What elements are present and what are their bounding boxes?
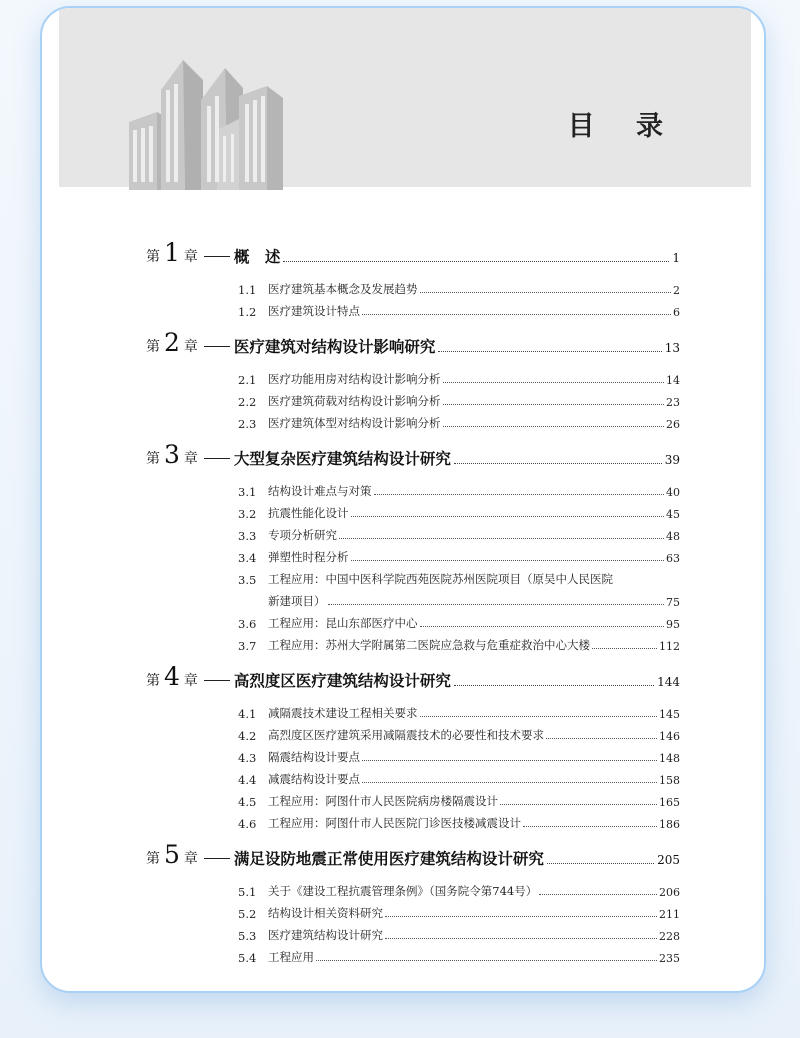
chapter-entry[interactable] [146,441,680,469]
dot-leader [420,716,658,717]
section-entry[interactable] [238,409,680,431]
section-page-number: 158 [659,774,680,787]
section-entry[interactable] [238,365,680,387]
section-number: 3.3 [238,529,257,543]
dot-leader [443,426,665,427]
chapter-title: 高烈度区医疗建筑结构设计研究 [233,671,451,690]
section-title: 医疗建筑荷载对结构设计影响分析 [268,394,441,408]
chapter-prefix: 第 [146,249,160,265]
section-number: 4.1 [238,707,257,721]
dot-leader [546,738,657,739]
section-list [238,365,680,431]
chapter-suffix: 章 [183,339,198,355]
dot-leader [443,404,665,405]
dot-leader [500,804,657,805]
section-entry[interactable] [238,877,680,899]
section-entry[interactable] [238,787,680,809]
dot-leader [592,648,657,649]
section-title-continued: 新建项目） [268,594,326,608]
section-page-number: 148 [659,752,680,765]
section-number: 2.3 [238,417,257,431]
section-entry[interactable] [238,631,680,653]
chapter-page-number: 1 [672,251,680,265]
section-page-number: 165 [659,796,680,809]
chapter-entry[interactable] [146,239,680,267]
chapter-number: 3 [164,440,180,469]
chapter-number: 5 [164,840,180,869]
chapter-number: 1 [164,238,180,267]
section-list [238,877,680,965]
section-number: 1.1 [238,283,257,297]
chapter-block [42,441,764,653]
chapter-prefix: 第 [146,339,160,355]
section-entry[interactable] [238,521,680,543]
section-number: 2.2 [238,395,257,409]
chapter-dash [204,858,230,859]
page-title: 目 录 [567,111,679,142]
section-number: 4.5 [238,795,257,809]
section-number: 3.5 [238,573,257,587]
chapter-title: 满足设防地震正常使用医疗建筑结构设计研究 [233,849,544,868]
dot-leader [385,938,657,939]
section-title: 减震结构设计要点 [268,772,360,786]
chapter-suffix: 章 [183,451,198,467]
section-title: 工程应用：阿图什市人民医院病房楼隔震设计 [268,794,498,808]
section-page-number: 63 [666,552,680,565]
section-title: 工程应用：阿图什市人民医院门诊医技楼减震设计 [268,816,521,830]
section-entry[interactable] [238,477,680,499]
section-page-number: 146 [659,730,680,743]
section-entry[interactable] [238,499,680,521]
chapter-prefix: 第 [146,851,160,867]
chapter-page-number: 13 [664,341,680,355]
table-of-contents [42,239,764,975]
dot-leader [454,463,662,464]
section-number: 2.1 [238,373,257,387]
chapter-number: 4 [164,662,180,691]
section-title: 抗震性能化设计 [268,506,349,520]
dot-leader [362,760,657,761]
section-number: 5.2 [238,907,257,921]
section-page-number: 6 [673,306,680,319]
dot-leader [362,314,671,315]
dot-leader [420,626,665,627]
section-entry[interactable] [238,809,680,831]
section-page-number: 206 [659,886,680,899]
section-title: 工程应用：苏州大学附属第二医院应急救与危重症救治中心大楼 [268,638,590,652]
dot-leader [438,351,661,352]
dot-leader [523,826,657,827]
chapter-dash [204,346,230,347]
dot-leader [443,382,665,383]
section-entry[interactable] [238,297,680,319]
dot-leader [385,916,657,917]
section-entry[interactable] [238,565,680,609]
chapter-prefix: 第 [146,673,160,689]
section-entry[interactable] [238,721,680,743]
section-number: 3.2 [238,507,257,521]
section-number: 5.3 [238,929,257,943]
section-number: 4.4 [238,773,257,787]
section-page-number: 75 [666,596,680,609]
section-page-number: 228 [659,930,680,943]
chapter-dash [204,458,230,459]
chapter-block [42,239,764,319]
section-number: 3.1 [238,485,257,499]
section-title: 医疗建筑设计特点 [268,304,360,318]
chapter-page-number: 39 [664,453,680,467]
dot-leader [328,604,665,605]
section-number: 1.2 [238,305,257,319]
section-entry[interactable] [238,543,680,565]
section-title: 医疗建筑结构设计研究 [268,928,383,942]
chapter-title: 医疗建筑对结构设计影响研究 [233,337,436,356]
section-entry[interactable] [238,921,680,943]
dot-leader [547,863,654,864]
section-title: 减隔震技术建设工程相关要求 [268,706,418,720]
section-number: 4.6 [238,817,257,831]
section-page-number: 45 [666,508,680,521]
section-title: 工程应用：昆山东部医疗中心 [268,616,418,630]
section-page-number: 23 [666,396,680,409]
section-page-number: 235 [659,952,680,965]
chapter-entry[interactable] [146,841,680,869]
section-list [238,477,680,653]
header-banner [59,8,751,187]
section-title: 医疗建筑体型对结构设计影响分析 [268,416,441,430]
section-title: 医疗建筑基本概念及发展趋势 [268,282,418,296]
section-page-number: 186 [659,818,680,831]
section-entry[interactable] [238,699,680,721]
section-page-number: 26 [666,418,680,431]
section-entry[interactable] [238,275,680,297]
chapter-dash [204,256,230,257]
dot-leader [339,538,664,539]
section-number: 3.7 [238,639,257,653]
section-page-number: 112 [659,640,680,653]
chapter-number: 2 [164,328,180,357]
section-page-number: 145 [659,708,680,721]
section-page-number: 40 [666,486,680,499]
chapter-suffix: 章 [183,673,198,689]
chapter-prefix: 第 [146,451,160,467]
section-number: 3.4 [238,551,257,565]
dot-leader [351,516,665,517]
section-title: 工程应用 [268,950,314,964]
chapter-entry[interactable] [146,329,680,357]
section-title: 结构设计相关资料研究 [268,906,383,920]
chapter-entry[interactable] [146,663,680,691]
section-page-number: 95 [666,618,680,631]
section-page-number: 14 [666,374,680,387]
section-entry[interactable] [238,765,680,787]
section-title: 结构设计难点与对策 [268,484,372,498]
section-entry[interactable] [238,609,680,631]
section-title: 隔震结构设计要点 [268,750,360,764]
chapter-block [42,841,764,965]
dot-leader [351,560,665,561]
chapter-dash [204,680,230,681]
section-title: 高烈度区医疗建筑采用减隔震技术的必要性和技术要求 [268,728,544,742]
dot-leader [539,894,657,895]
dot-leader [283,261,669,262]
section-list [238,699,680,831]
section-entry[interactable] [238,387,680,409]
chapter-block [42,329,764,431]
section-title: 工程应用：中国中医科学院西苑医院苏州医院项目（原吴中人民医院 [268,572,613,586]
dot-leader [374,494,665,495]
section-entry[interactable] [238,899,680,921]
chapter-suffix: 章 [183,249,198,265]
section-title: 关于《建设工程抗震管理条例》（国务院令第744号） [268,884,538,898]
dot-leader [454,685,654,686]
section-page-number: 211 [659,908,680,921]
section-page-number: 48 [666,530,680,543]
section-number: 4.3 [238,751,257,765]
chapter-page-number: 144 [657,675,680,689]
toc-page-card [40,6,766,993]
chapter-suffix: 章 [183,851,198,867]
dot-leader [420,292,672,293]
chapter-title: 概 述 [233,247,281,266]
section-list [238,275,680,319]
city-buildings-illustration [121,50,291,190]
chapter-title: 大型复杂医疗建筑结构设计研究 [233,449,451,468]
section-number: 5.4 [238,951,257,965]
section-entry[interactable] [238,743,680,765]
section-title: 医疗功能用房对结构设计影响分析 [268,372,441,386]
chapter-block [42,663,764,831]
section-page-number: 2 [673,284,680,297]
section-entry[interactable] [238,943,680,965]
section-number: 3.6 [238,617,257,631]
dot-leader [316,960,657,961]
chapter-page-number: 205 [657,853,680,867]
section-number: 4.2 [238,729,257,743]
dot-leader [362,782,657,783]
section-number: 5.1 [238,885,257,899]
section-title: 弹塑性时程分析 [268,550,349,564]
section-title: 专项分析研究 [268,528,337,542]
